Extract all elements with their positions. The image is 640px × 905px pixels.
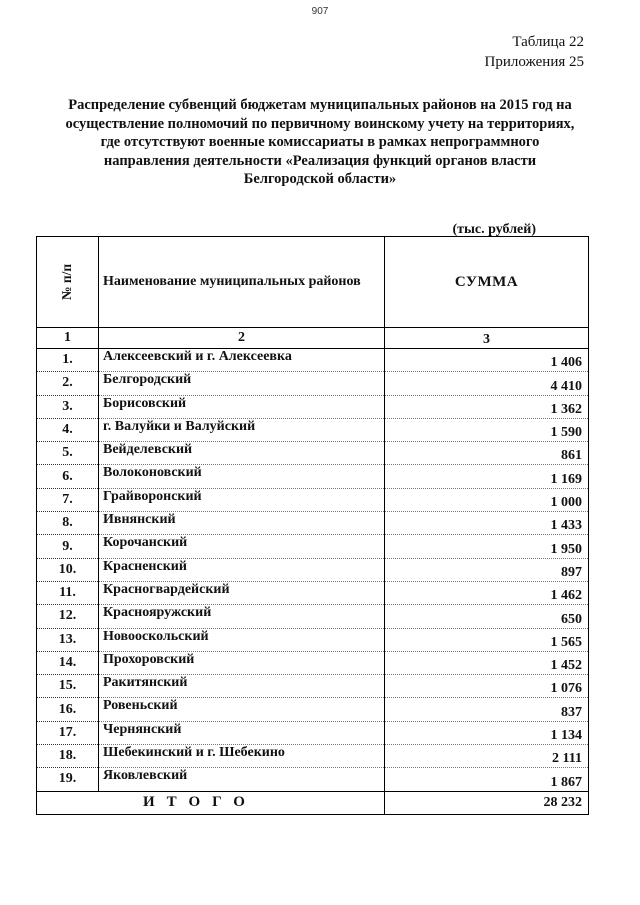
row-sum: 650 bbox=[385, 605, 589, 628]
document-title bbox=[40, 96, 600, 189]
row-district-name: Ракитянский bbox=[99, 675, 385, 698]
row-number: 18. bbox=[37, 745, 99, 768]
row-district-name: Новооскольский bbox=[99, 628, 385, 651]
row-district-name: Красногвардейский bbox=[99, 581, 385, 604]
header-sum: СУММА bbox=[385, 237, 589, 328]
table-row bbox=[37, 581, 589, 604]
table-ref-line2: Приложения 25 bbox=[484, 54, 584, 70]
row-district-name: Борисовский bbox=[99, 395, 385, 418]
table-row bbox=[37, 768, 589, 791]
header-num-text: № п/п bbox=[59, 263, 75, 300]
table-row bbox=[37, 349, 589, 372]
title-line1: Распределение субвенций бюджетам муниципальных районов на 2015 год на bbox=[68, 97, 572, 113]
row-district-name: г. Валуйки и Валуйский bbox=[99, 418, 385, 441]
table-row bbox=[37, 605, 589, 628]
row-sum: 1 462 bbox=[385, 581, 589, 604]
table-row bbox=[37, 442, 589, 465]
row-sum: 1 565 bbox=[385, 628, 589, 651]
row-sum: 2 111 bbox=[385, 745, 589, 768]
row-number: 6. bbox=[37, 465, 99, 488]
row-sum: 837 bbox=[385, 698, 589, 721]
row-district-name: Прохоровский bbox=[99, 651, 385, 674]
row-number: 14. bbox=[37, 651, 99, 674]
row-sum: 1 406 bbox=[385, 349, 589, 372]
table-reference bbox=[485, 32, 585, 72]
row-sum: 1 076 bbox=[385, 675, 589, 698]
col-number-1: 1 bbox=[37, 328, 99, 349]
col-number-2: 2 bbox=[99, 328, 385, 349]
table-row bbox=[37, 395, 589, 418]
header-name: Наименование муниципальных районов bbox=[99, 237, 385, 328]
row-number: 9. bbox=[37, 535, 99, 558]
row-district-name: Шебекинский и г. Шебекино bbox=[99, 745, 385, 768]
row-number: 7. bbox=[37, 488, 99, 511]
row-district-name: Грайворонский bbox=[99, 488, 385, 511]
table-body bbox=[37, 237, 589, 815]
row-number: 16. bbox=[37, 698, 99, 721]
total-label: ИТОГО bbox=[37, 791, 385, 814]
row-number: 2. bbox=[37, 372, 99, 395]
title-line5: Белгородской области» bbox=[243, 171, 397, 187]
row-number: 12. bbox=[37, 605, 99, 628]
column-number-row bbox=[37, 328, 589, 349]
row-number: 5. bbox=[37, 442, 99, 465]
row-district-name: Яковлевский bbox=[99, 768, 385, 791]
row-number: 1. bbox=[37, 349, 99, 372]
row-number: 4. bbox=[37, 418, 99, 441]
row-district-name: Красненский bbox=[99, 558, 385, 581]
row-number: 17. bbox=[37, 721, 99, 744]
table-row bbox=[37, 675, 589, 698]
table-row bbox=[37, 488, 589, 511]
row-district-name: Ивнянский bbox=[99, 512, 385, 535]
row-sum: 4 410 bbox=[385, 372, 589, 395]
row-district-name: Чернянский bbox=[99, 721, 385, 744]
row-number: 8. bbox=[37, 512, 99, 535]
row-district-name: Белгородский bbox=[99, 372, 385, 395]
row-number: 11. bbox=[37, 581, 99, 604]
table-row bbox=[37, 745, 589, 768]
row-sum: 1 433 bbox=[385, 512, 589, 535]
row-number: 13. bbox=[37, 628, 99, 651]
table-row bbox=[37, 558, 589, 581]
table-ref-line1: Таблица 22 bbox=[512, 34, 584, 50]
table-row bbox=[37, 651, 589, 674]
row-district-name: Ровеньский bbox=[99, 698, 385, 721]
row-sum: 1 452 bbox=[385, 651, 589, 674]
title-line4: направления деятельности «Реализация функций органов власти bbox=[103, 152, 537, 169]
row-sum: 1 362 bbox=[385, 395, 589, 418]
row-number: 10. bbox=[37, 558, 99, 581]
row-number: 3. bbox=[37, 395, 99, 418]
title-line2: осуществление полномочий по первичному воинскому учету на территориях, bbox=[65, 115, 575, 132]
row-district-name: Волоконовский bbox=[99, 465, 385, 488]
row-district-name: Вейделевский bbox=[99, 442, 385, 465]
units-label: (тыс. рублей) bbox=[452, 222, 536, 237]
table-row bbox=[37, 535, 589, 558]
row-district-name: Краснояружский bbox=[99, 605, 385, 628]
row-sum: 1 867 bbox=[385, 768, 589, 791]
table-row bbox=[37, 512, 589, 535]
row-sum: 1 950 bbox=[385, 535, 589, 558]
row-sum: 897 bbox=[385, 558, 589, 581]
total-row bbox=[37, 791, 589, 814]
row-sum: 1 590 bbox=[385, 418, 589, 441]
header-num bbox=[37, 237, 99, 328]
table-row bbox=[37, 372, 589, 395]
row-sum: 1 169 bbox=[385, 465, 589, 488]
table-row bbox=[37, 465, 589, 488]
row-sum: 861 bbox=[385, 442, 589, 465]
subsidy-table bbox=[36, 236, 589, 815]
row-number: 15. bbox=[37, 675, 99, 698]
row-number: 19. bbox=[37, 768, 99, 791]
table-row bbox=[37, 628, 589, 651]
col-number-3: 3 bbox=[385, 328, 589, 349]
table-row bbox=[37, 418, 589, 441]
header-row bbox=[37, 237, 589, 328]
row-sum: 1 000 bbox=[385, 488, 589, 511]
page-number: 907 bbox=[311, 6, 329, 17]
row-district-name: Корочанский bbox=[99, 535, 385, 558]
row-sum: 1 134 bbox=[385, 721, 589, 744]
table-row bbox=[37, 721, 589, 744]
row-district-name: Алексеевский и г. Алексеевка bbox=[99, 349, 385, 372]
table-row bbox=[37, 698, 589, 721]
title-line3: где отсутствуют военные комиссариаты в рамках непрограммного bbox=[100, 134, 540, 150]
total-sum: 28 232 bbox=[385, 791, 589, 814]
